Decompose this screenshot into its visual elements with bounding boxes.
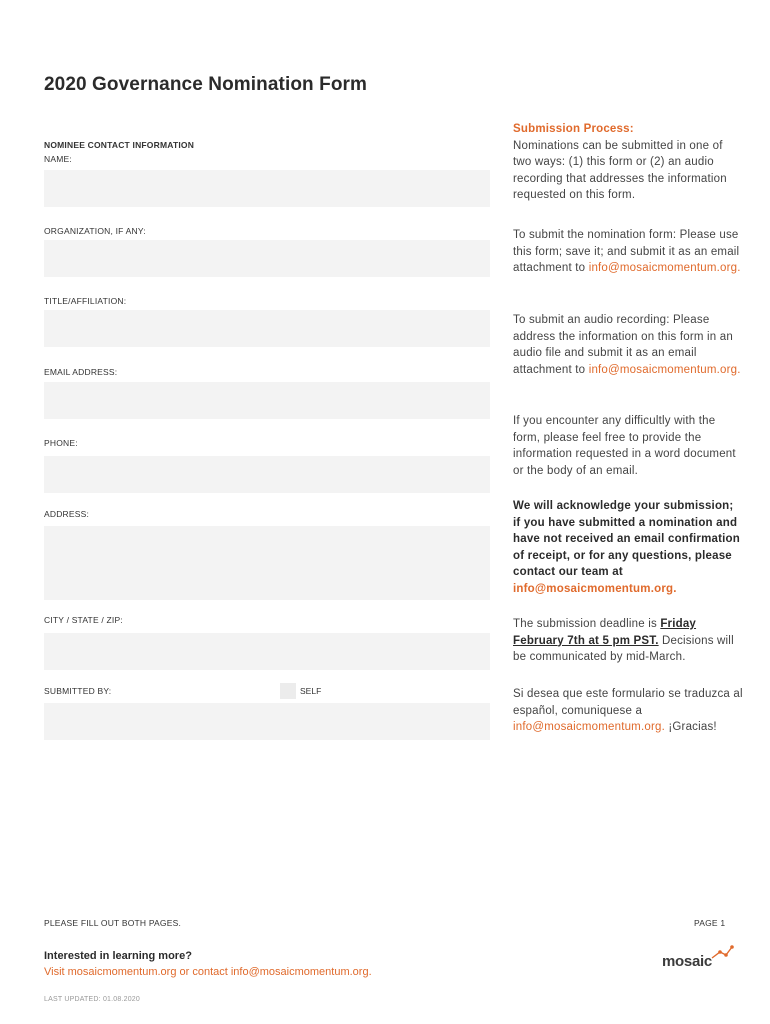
spanish-note-pre: Si desea que este formulario se traduzca al español, comuniquese a (513, 688, 743, 717)
submission-paragraph-3-text: To submit an audio recording: Please address the information on this form in an audio file and submit it as an email attachment to (513, 314, 733, 376)
section-label: NOMINEE CONTACT INFORMATION (44, 140, 195, 150)
self-checkbox[interactable] (280, 683, 296, 699)
name-label: NAME: (44, 154, 72, 164)
organization-field[interactable] (44, 240, 490, 277)
page-title: 2020 Governance Nomination Form (44, 74, 368, 95)
submission-paragraph-4: If you encounter any difficultly with the form, please feel free to provide the information requested in a word document or the body of an email. (513, 415, 736, 477)
email-link-1[interactable]: info@mosaicmomentum.org. (588, 262, 741, 274)
phone-field[interactable] (44, 456, 490, 493)
spanish-note-post: ¡Gracias! (664, 721, 717, 733)
logo-mark-icon (710, 944, 734, 960)
title-affiliation-label: TITLE/AFFILIATION: (44, 296, 127, 306)
page-number: PAGE 1 (694, 918, 726, 928)
submission-paragraph-2 (513, 227, 743, 277)
email-link-2[interactable]: info@mosaicmomentum.org. (588, 363, 741, 376)
submission-paragraph-5 (513, 498, 743, 597)
submission-heading: Submission Process: (513, 123, 634, 135)
logo-text: mosaic (662, 953, 712, 970)
learn-more-link[interactable]: Visit mosaicmomentum.org or contact info@mosaicmomentum.org. (44, 966, 372, 978)
email-link-3[interactable]: info@mosaicmomentum.org. (513, 582, 677, 595)
deadline-post: Decisions will be communicated by mid-March. (513, 634, 734, 663)
submitted-by-label: SUBMITTED BY: (44, 686, 112, 696)
address-field[interactable] (44, 526, 490, 600)
address-label: ADDRESS: (44, 509, 90, 519)
deadline-date: Friday February 7th at 5 pm PST. (513, 618, 697, 647)
deadline-pre: The submission deadline is (513, 618, 661, 630)
phone-label: PHONE: (44, 438, 78, 448)
email-field[interactable] (44, 382, 490, 419)
submitted-by-field[interactable] (44, 703, 490, 740)
organization-label: ORGANIZATION, IF ANY: (44, 226, 146, 236)
submission-deadline (513, 616, 743, 666)
spanish-note (513, 686, 743, 736)
city-state-zip-label: CITY / STATE / ZIP: (44, 615, 123, 625)
city-state-zip-field[interactable] (44, 633, 490, 670)
email-label: EMAIL ADDRESS: (44, 367, 118, 377)
title-affiliation-field[interactable] (44, 310, 490, 347)
submission-paragraph-3 (513, 312, 743, 378)
fill-both-pages-note: PLEASE FILL OUT BOTH PAGES. (44, 918, 182, 928)
self-label: SELF (300, 686, 322, 696)
name-field[interactable] (44, 170, 490, 207)
learn-more-title: Interested in learning more? (44, 950, 192, 962)
submission-paragraph-5-text: We will acknowledge your submission; if you have submitted a nomination and have not received an email confirmation of receipt, or for any questions, please contact our team at (513, 500, 741, 578)
mosaic-logo (662, 944, 732, 974)
email-link-4[interactable]: info@mosaicmomentum.org. (513, 721, 665, 733)
submission-paragraph-2-text: To submit the nomination form: Please use this form; save it; and submit it as an email attachment to (513, 229, 740, 274)
submission-paragraph-1: Nominations can be submitted in one of two ways: (1) this form or (2) an audio recording that addresses the information requested on this form. (513, 139, 727, 201)
submission-process (513, 121, 743, 204)
last-updated: LAST UPDATED: 01.08.2020 (44, 996, 140, 1003)
